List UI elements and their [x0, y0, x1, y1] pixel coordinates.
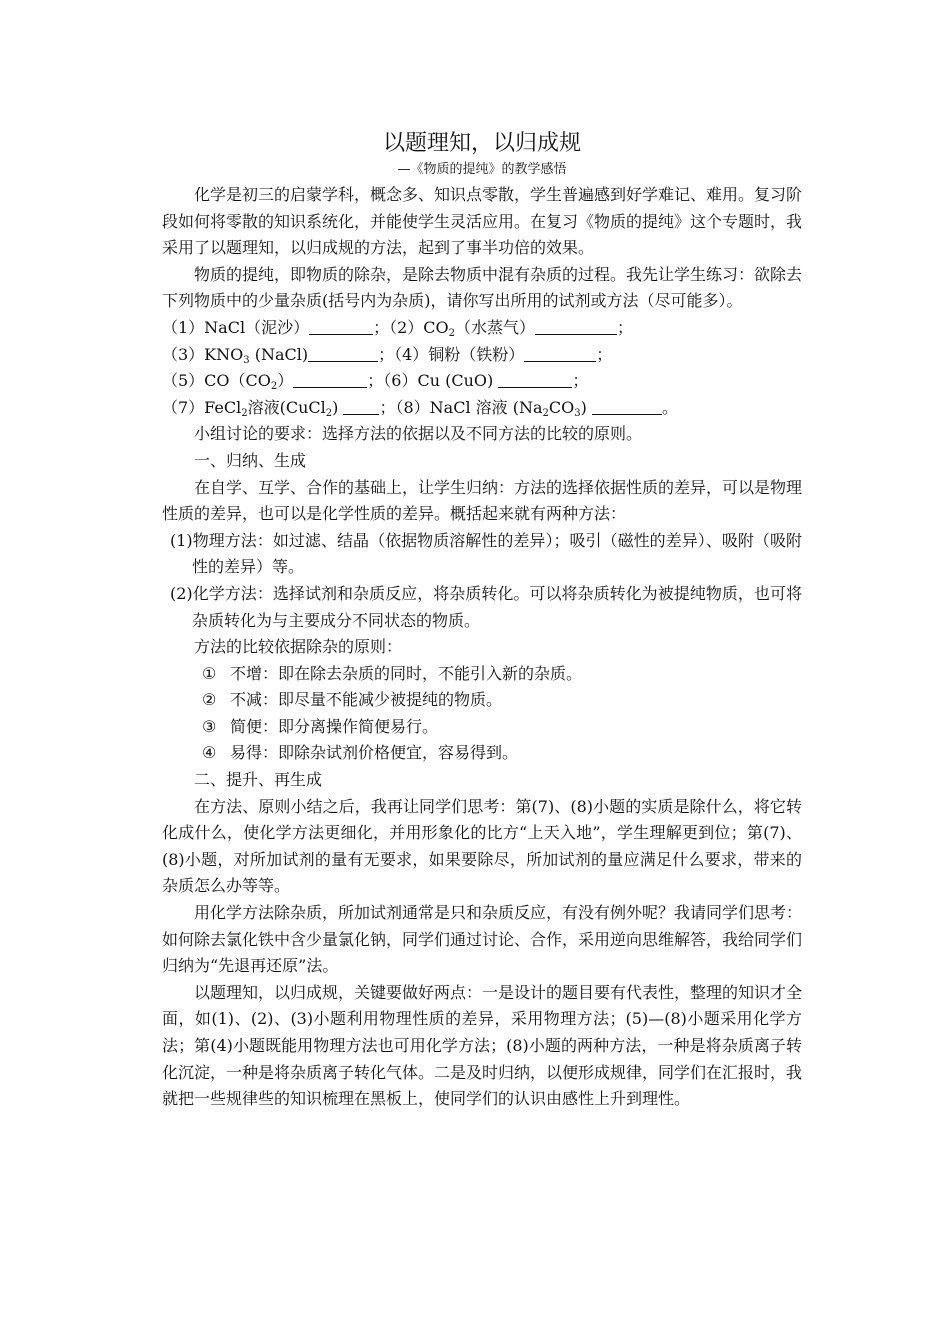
document-body [162, 128, 802, 1113]
answer-blank [535, 317, 617, 335]
answer-blank [293, 370, 367, 388]
principles-intro: 方法的比较依据除杂的原则： [194, 637, 403, 657]
principle-item: ③ 简便：即分离操作简便易行。 [202, 716, 439, 736]
answer-blank [309, 317, 373, 335]
section-heading-2: 二、提升、再生成 [194, 770, 323, 790]
principle-item: ② 不减：即尽量不能减少被提纯的物质。 [202, 690, 503, 710]
document-title: 以题理知，以归成规 [382, 131, 581, 156]
conclusion-paragraph: 以题理知，以归成规，关键要做好两点：一是设计的题目要有代表性，整理的知识才全面，如(1)、(2)、(3)小题利用物理性质的差异，采用物理方法；(5)—(8)小题采用化学方法；第(4)小题既能用物理方法也可用化学方法；(8)小题的两种方法，一种是将杂质离子转化沉淀，一种是将杂质离子转化气体。二是及时归纳，以便形成规律，同学们在汇报时，我就把一些规律些的知识梳理在黑板上，使同学们的认识由感性上升到理性。 [162, 982, 803, 1109]
exception-paragraph: 用化学方法除杂质，所加试剂通常是只和杂质反应，有没有例外呢？我请同学们思考：如何除去氯化铁中含少量氯化钠，同学们通过讨论、合作，采用逆向思维解答，我给同学们归纳为“先退再还原”法。 [162, 903, 803, 976]
document-subtitle: —《物质的提纯》的教学感悟 [397, 162, 567, 177]
answer-blank [308, 344, 378, 362]
question-line-1: （1）NaCl（泥沙） ；$(2)CO_2$（水蒸气） ； [162, 317, 634, 339]
reflection-paragraph: 在方法、原则小结之后，我再让同学们思考：第(7)、(8)小题的实质是除什么，将它转化成什么，使化学方法更细化，并用形象化的比方“上天入地”，学生理解更到位；第(7)、(8)小题，对所加试剂的量有无要求，如果要除尽，所加试剂的量应满足什么要求，带来的杂质怎么办等等。 [162, 796, 802, 896]
physical-method: (1)物理方法：如过滤、结晶（依据物质溶解性的差异）；吸引（磁性的差异）、吸附（吸附性的差异）等。 [170, 530, 802, 577]
answer-blank [524, 344, 596, 362]
exercise-paragraph: 物质的提纯，即物质的除杂，是除去物质中混有杂质的过程。我先让学生练习：欲除去下列物质中的少量杂质(括号内为杂质)，请你写出所用的试剂或方法（尽可能多）。 [162, 264, 803, 311]
section-heading-1: 一、归纳、生成 [194, 450, 307, 470]
answer-blank [592, 397, 662, 415]
question-line-3: $(5)CO(CO_2)$ ；（6）Cu (CuO) ； [162, 371, 589, 393]
discussion-paragraph: 小组讨论的要求：选择方法的依据以及不同方法的比较的原则。 [194, 424, 643, 444]
answer-blank [343, 397, 379, 415]
question-line-4: （7）FeCl$_2$溶液(CuCl$_2$) ；（8）NaCl 溶液 $(Na_2CO_3)$ 。 [162, 397, 678, 419]
intro-paragraph: 化学是初三的启蒙学科，概念多、知识点零散，学生普遍感到好学难记、难用。复习阶段如何将零散的知识系统化，并能使学生灵活应用。在复习《物质的提纯》这个专题时，我采用了以题理知，以归成规的方法，起到了事半功倍的效果。 [162, 185, 803, 258]
principle-item: ① 不增：即在除去杂质的同时，不能引入新的杂质。 [202, 663, 583, 683]
answer-blank [498, 370, 572, 388]
chemical-method: (2)化学方法：选择试剂和杂质反应，将杂质转化。可以将杂质转化为被提纯物质，也可将杂质转化为与主要成分不同状态的物质。 [170, 583, 802, 630]
principle-item: ④ 易得：即除杂试剂价格便宜，容易得到。 [202, 743, 519, 763]
question-line-2: $(3)KNO_3$ (NaCl) ；（4）铜粉（铁粉） ； [162, 344, 613, 366]
summary-paragraph: 在自学、互学、合作的基础上，让学生归纳：方法的选择依据性质的差异，可以是物理性质的差异，也可以是化学性质的差异。概括起来就有两种方法： [162, 477, 803, 524]
